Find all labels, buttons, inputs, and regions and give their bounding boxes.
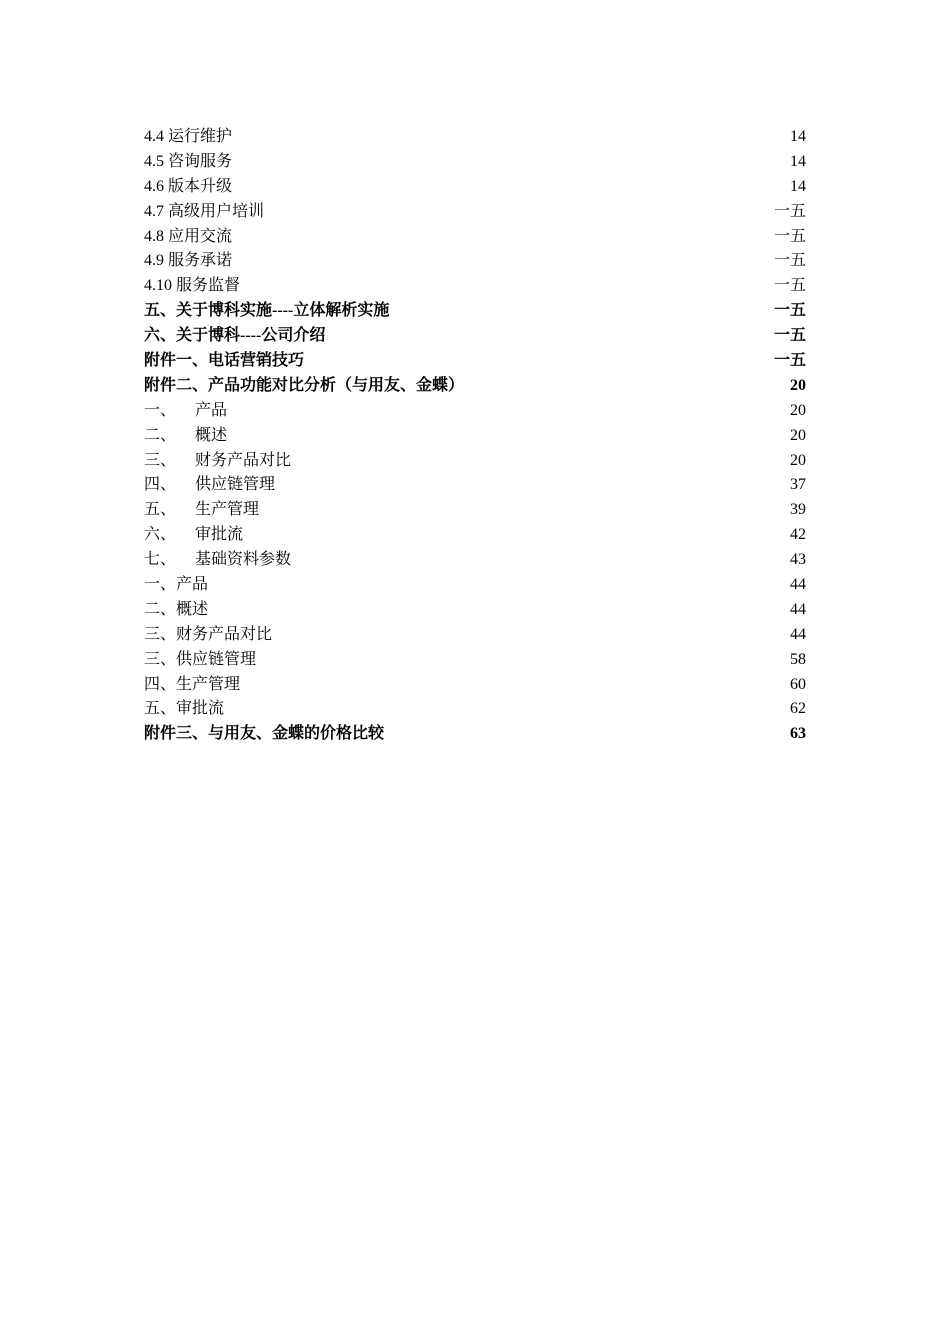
toc-entry[interactable] [144,349,806,374]
toc-entry-page-number: 42 [790,526,806,544]
toc-entry[interactable] [144,449,806,474]
toc-entry-title-group [144,623,272,648]
toc-entry-title: 二、概述 [144,600,209,618]
toc-entry-title: 概述 [195,426,228,444]
toc-entry[interactable] [144,299,806,324]
toc-entry-page-number: 一五 [773,202,806,220]
toc-entry-title: 4.8 应用交流 [144,227,233,245]
toc-entry-page-number: 20 [790,376,806,394]
toc-entry-page-number: 44 [790,576,806,594]
toc-entry-title: 三、财务产品对比 [144,625,273,643]
toc-entry-title-group [144,299,389,324]
toc-entry-title-group [144,150,232,175]
toc-entry-number: 一、 [144,401,177,419]
toc-entry-title-group [144,449,291,474]
toc-entry-title: 五、关于博科实施----立体解析实施 [144,302,390,320]
toc-entry[interactable] [144,175,806,200]
toc-entry-title-group [144,424,227,449]
toc-entry-title-group [144,175,232,200]
toc-entry-title-group [144,374,464,399]
toc-entry[interactable] [144,225,806,250]
toc-entry-page-number: 14 [790,177,806,195]
toc-entry-page-number: 63 [790,725,806,743]
toc-entry[interactable] [144,324,806,349]
toc-entry-title-group [144,125,232,150]
table-of-contents [144,125,806,747]
toc-entry-title-group [144,722,384,747]
toc-entry-title-group [144,324,325,349]
toc-entry[interactable] [144,125,806,150]
toc-entry[interactable] [144,722,806,747]
toc-entry-title: 4.9 服务承诺 [144,252,233,270]
toc-entry-title: 五、审批流 [144,700,225,718]
toc-entry-title-group [144,249,232,274]
toc-entry-title: 4.7 高级用户培训 [144,202,265,220]
toc-entry[interactable] [144,249,806,274]
toc-entry-page-number: 20 [790,426,806,444]
toc-entry[interactable] [144,523,806,548]
toc-entry-number: 三、 [144,451,177,469]
toc-entry-page-number: 一五 [773,277,806,295]
toc-entry-title: 4.5 咨询服务 [144,152,233,170]
toc-entry-page-number: 44 [790,600,806,618]
toc-entry[interactable] [144,150,806,175]
toc-entry-number: 五、 [144,501,177,519]
toc-entry-title-group [144,573,208,598]
toc-entry-page-number: 37 [790,476,806,494]
toc-entry[interactable] [144,697,806,722]
toc-entry-page-number: 20 [790,401,806,419]
toc-entry[interactable] [144,648,806,673]
toc-entry-title: 供应链管理 [195,476,276,494]
toc-entry[interactable] [144,673,806,698]
toc-entry-title: 一、产品 [144,576,209,594]
toc-entry-title: 六、关于博科----公司介绍 [144,327,326,345]
toc-entry-title: 4.6 版本升级 [144,177,233,195]
toc-entry-title-group [144,274,240,299]
toc-entry[interactable] [144,374,806,399]
toc-entry-page-number: 一五 [773,227,806,245]
toc-entry[interactable] [144,399,806,424]
toc-entry-page-number: 44 [790,625,806,643]
toc-entry-title-group [144,473,275,498]
toc-entry-title: 基础资料参数 [195,551,292,569]
toc-entry-title-group [144,673,240,698]
toc-entry-title: 财务产品对比 [195,451,292,469]
toc-entry[interactable] [144,573,806,598]
toc-entry-page-number: 一五 [773,327,806,345]
toc-entry-page-number: 一五 [773,302,806,320]
toc-entry-page-number: 62 [790,700,806,718]
toc-entry-title-group [144,548,291,573]
toc-entry-number: 七、 [144,551,177,569]
toc-entry[interactable] [144,548,806,573]
toc-entry-title-group [144,697,224,722]
toc-entry-number: 六、 [144,526,177,544]
toc-entry[interactable] [144,274,806,299]
toc-entry[interactable] [144,424,806,449]
toc-entry-title: 审批流 [195,526,244,544]
toc-entry-number: 二、 [144,426,177,444]
toc-entry-page-number: 60 [790,675,806,693]
toc-entry[interactable] [144,598,806,623]
toc-entry-title: 附件一、电话营销技巧 [144,352,305,370]
toc-entry[interactable] [144,200,806,225]
toc-entry-title: 生产管理 [195,501,260,519]
toc-entry-title-group [144,598,208,623]
toc-entry-title: 三、供应链管理 [144,650,257,668]
toc-entry-page-number: 43 [790,551,806,569]
toc-entry-page-number: 39 [790,501,806,519]
toc-entry-title-group [144,399,227,424]
toc-entry-title-group [144,498,259,523]
toc-entry-title: 四、生产管理 [144,675,241,693]
toc-entry-page-number: 一五 [773,352,806,370]
toc-entry-page-number: 一五 [773,252,806,270]
toc-entry-page-number: 58 [790,650,806,668]
toc-entry-title-group [144,200,264,225]
toc-entry-title: 附件三、与用友、金蝶的价格比较 [144,725,385,743]
toc-entry[interactable] [144,473,806,498]
toc-entry-title-group [144,349,304,374]
toc-entry[interactable] [144,498,806,523]
toc-entry-title-group [144,648,256,673]
toc-entry-title-group [144,523,243,548]
toc-entry-title: 4.10 服务监督 [144,277,241,295]
toc-entry-title: 产品 [195,401,228,419]
toc-entry-title-group [144,225,232,250]
toc-entry[interactable] [144,623,806,648]
toc-entry-page-number: 20 [790,451,806,469]
toc-entry-page-number: 14 [790,128,806,145]
toc-entry-title: 4.4 运行维护 [144,128,233,145]
toc-entry-title: 附件二、产品功能对比分析（与用友、金蝶） [144,376,465,394]
toc-entry-number: 四、 [144,476,177,494]
toc-entry-page-number: 14 [790,152,806,170]
